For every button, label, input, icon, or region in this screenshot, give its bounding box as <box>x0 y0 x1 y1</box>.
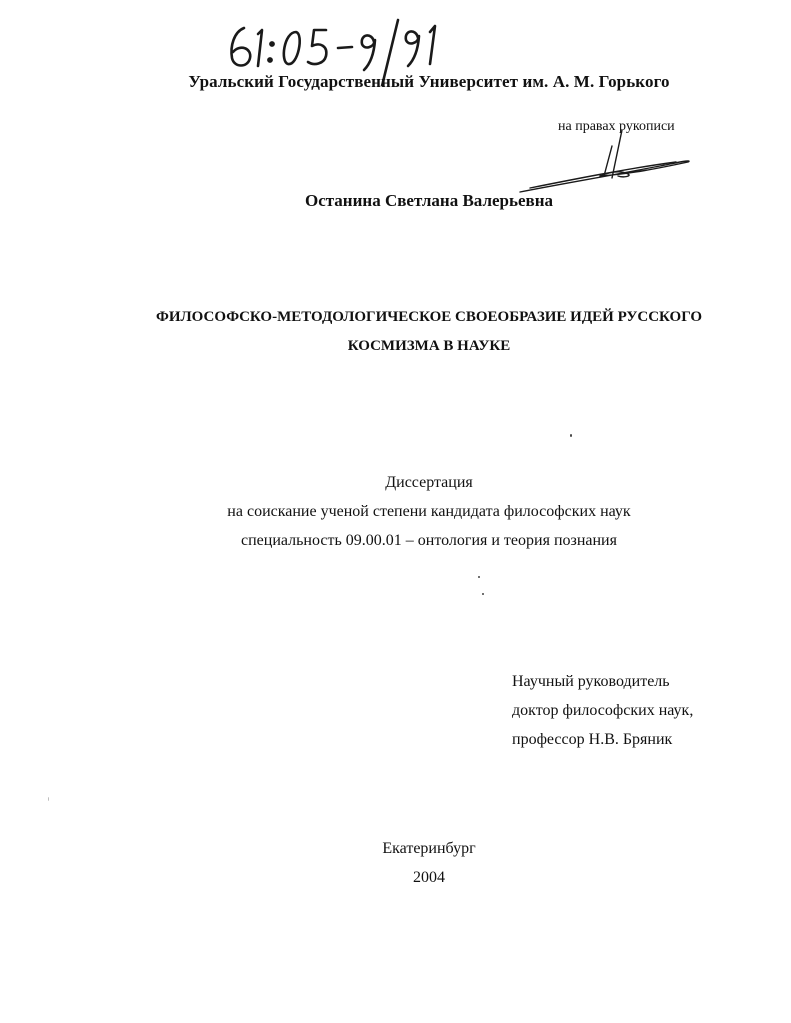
year: 2004 <box>413 869 445 886</box>
scan-speck <box>478 576 480 578</box>
supervisor-degree: доктор философских наук, <box>512 702 694 719</box>
manuscript-rights-note: на правах рукописи <box>558 119 675 134</box>
dissertation-heading: Диссертация <box>385 474 473 491</box>
dissertation-purpose: на соискание ученой степени кандидата философских наук <box>227 503 631 520</box>
title-line-2: КОСМИЗМА В НАУКЕ <box>347 338 511 354</box>
scan-speck <box>48 797 49 801</box>
supervisor-block <box>512 667 693 754</box>
supervisor-name: профессор Н.В. Бряник <box>512 731 673 748</box>
place-and-year <box>0 834 791 892</box>
signature <box>500 118 700 200</box>
dissertation-info <box>0 468 791 555</box>
scan-speck <box>482 593 484 595</box>
university-name: Уральский Государственный Университет им. А. М. Горького <box>188 72 670 91</box>
dissertation-title <box>0 303 791 361</box>
title-line-1: ФИЛОСОФСКО-МЕТОДОЛОГИЧЕСКОЕ СВОЕОБРАЗИЕ ИДЕЙ РУССКОГО <box>155 309 703 325</box>
city: Екатеринбург <box>382 840 476 857</box>
scan-speck <box>570 434 572 437</box>
supervisor-role: Научный руководитель <box>512 673 670 690</box>
author-name: Останина Светлана Валерьевна <box>304 191 553 210</box>
dissertation-specialty: специальность 09.00.01 – онтология и теория познания <box>241 532 617 549</box>
